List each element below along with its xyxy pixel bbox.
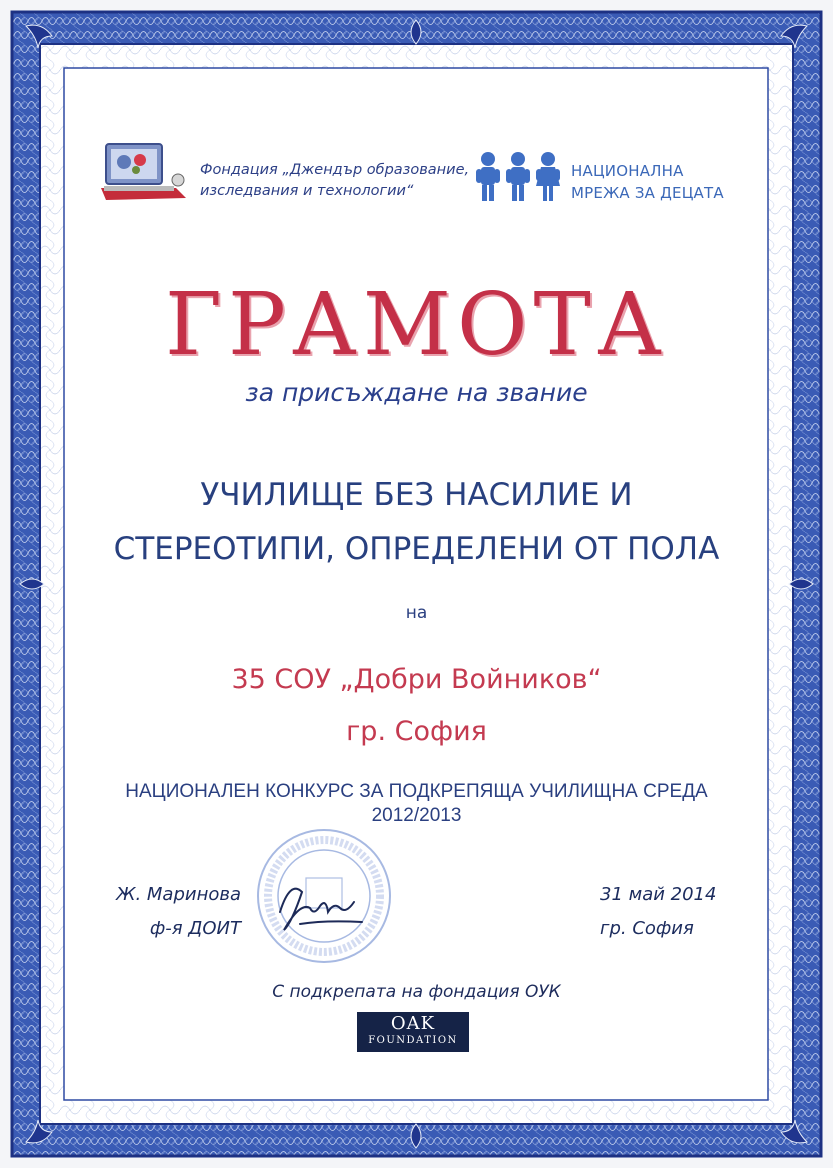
support-note: С подкрепата на фондация ОУК [272, 982, 561, 1002]
certificate-subtitle: за присъждане на звание [245, 378, 588, 407]
contest-year: 2012/2013 [371, 805, 462, 826]
children-network-logo [474, 150, 562, 206]
award-title-line2: СТЕРЕОТИПИ, ОПРЕДЕЛЕНИ ОТ ПОЛА [113, 531, 720, 567]
oak-logo-line1: OAK [390, 1013, 436, 1034]
school-name: 35 СОУ „Добри Войников“ [231, 664, 602, 695]
signatory-block [99, 878, 241, 946]
recipient-preposition: на [405, 603, 428, 623]
network-name-line1: НАЦИОНАЛНА [571, 162, 684, 180]
issue-date: 31 май 2014 [600, 884, 717, 905]
oak-foundation-logo [357, 1012, 469, 1052]
oak-logo-line2: FOUNDATION [368, 1035, 458, 1046]
foundation-logo [96, 142, 191, 210]
school-city: гр. София [346, 716, 487, 747]
foundation-name [200, 160, 469, 202]
signatory-org: ф-я ДОИТ [149, 918, 241, 939]
signatory-name: Ж. Маринова [116, 884, 241, 905]
issue-place: гр. София [600, 918, 694, 939]
foundation-name-line1: Фондация „Джендър образование, [200, 162, 470, 178]
date-block [600, 878, 716, 946]
network-name [571, 160, 724, 204]
certificate-title: ГРАМОТА [165, 275, 668, 375]
network-name-line2: МРЕЖА ЗА ДЕЦАТА [571, 184, 724, 202]
award-title-line1: УЧИЛИЩЕ БЕЗ НАСИЛИЕ И [200, 477, 633, 513]
foundation-name-line2: изследвания и технологии“ [200, 183, 414, 199]
signature [270, 872, 370, 942]
contest-name: НАЦИОНАЛЕН КОНКУРС ЗА ПОДКРЕПЯЩА УЧИЛИЩНА СРЕДА [125, 781, 708, 802]
